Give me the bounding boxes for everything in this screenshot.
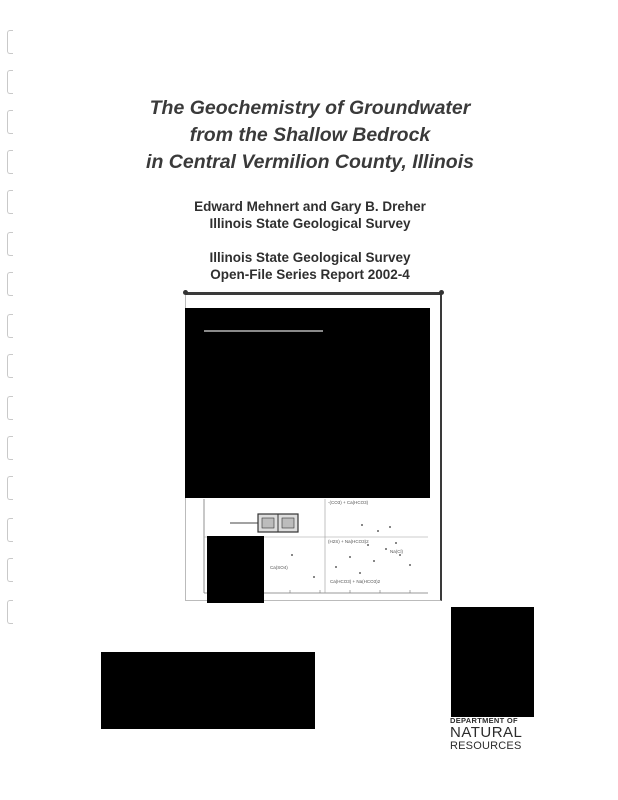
authors-block: [40, 198, 580, 232]
logo-line-1: DEPARTMENT OF: [450, 716, 518, 725]
frame-corner-dot: [183, 290, 188, 295]
plot-label-d: Ca(SO4): [270, 565, 288, 570]
logo-line-2: NATURAL: [450, 724, 523, 741]
plot-label-c: Na(Cl): [390, 549, 403, 554]
plot-label-e: Ca(HCO3) + Na(HCO3)2: [330, 579, 381, 584]
redacted-image-block: [207, 536, 264, 603]
author-names: Edward Mehnert and Gary B. Dreher: [194, 199, 426, 214]
redacted-image-block: [101, 652, 315, 729]
title-line-2: from the Shallow Bedrock: [189, 124, 431, 146]
title-line-3: in Central Vermilion County, Illinois: [146, 151, 474, 173]
author-affiliation: Illinois State Geological Survey: [209, 216, 411, 231]
plot-label-a: -(CO3) + Ca(HCO3): [328, 500, 369, 505]
logo-line-3: RESOURCES: [450, 740, 522, 752]
series-block: [40, 249, 580, 283]
redacted-logo-block: [451, 607, 534, 717]
series-publisher: Illinois State Geological Survey: [209, 250, 411, 265]
title-line-1: The Geochemistry of Groundwater: [149, 97, 471, 119]
dnr-logo: [450, 716, 536, 752]
report-title: [40, 95, 580, 176]
frame-corner-dot: [439, 290, 444, 295]
series-report: Open-File Series Report 2002-4: [210, 267, 410, 282]
plot-label-b: (H2S) + Na(HCO3)2: [328, 539, 369, 544]
figure-caption-rule: [204, 330, 323, 332]
redacted-image-block: [185, 308, 430, 498]
